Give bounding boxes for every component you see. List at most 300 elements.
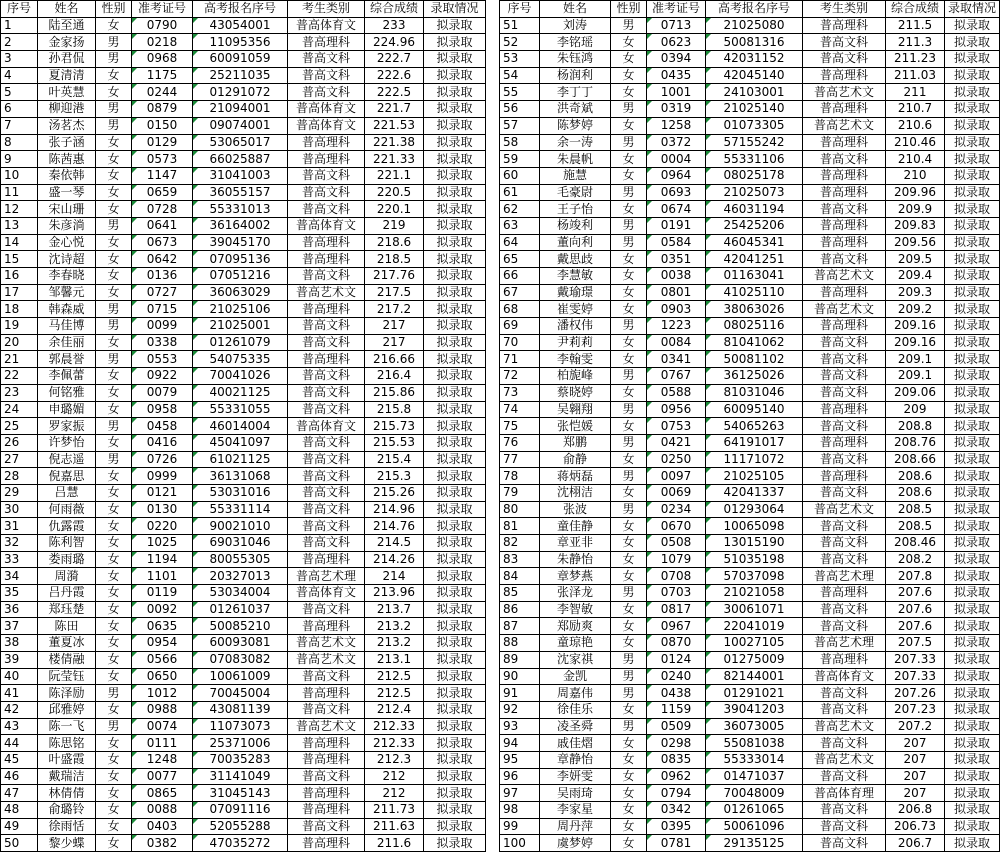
- reg-no-cell: 55081038: [706, 735, 803, 752]
- seq-cell: 93: [500, 718, 540, 735]
- name-cell: 沈栩洁: [540, 484, 611, 501]
- name-cell: 陆至通: [38, 17, 96, 34]
- exam-id-cell: 0879: [132, 101, 193, 118]
- category-cell: 普高理科: [803, 585, 886, 602]
- score-cell: 217: [365, 334, 424, 351]
- exam-id-cell: 0084: [647, 334, 706, 351]
- seq-cell: 5: [1, 84, 38, 101]
- seq-cell: 67: [500, 284, 540, 301]
- table-row: [1, 151, 486, 168]
- status-cell: 拟录取: [945, 151, 1000, 168]
- score-cell: 210.46: [886, 134, 945, 151]
- status-cell: 拟录取: [424, 84, 486, 101]
- reg-no-cell: 31141049: [193, 768, 288, 785]
- seq-cell: 97: [500, 785, 540, 802]
- status-cell: 拟录取: [424, 601, 486, 618]
- exam-id-cell: 0623: [647, 34, 706, 51]
- reg-no-cell: 70035283: [193, 751, 288, 768]
- table-row: [1, 568, 486, 585]
- seq-cell: 45: [1, 751, 38, 768]
- category-cell: 普高文科: [803, 151, 886, 168]
- name-cell: 阮莹钰: [38, 668, 96, 685]
- reg-no-cell: 55331114: [193, 501, 288, 518]
- reg-no-cell: 01073305: [706, 117, 803, 134]
- seq-cell: 69: [500, 318, 540, 335]
- exam-id-cell: 0674: [647, 201, 706, 218]
- name-cell: 娄雨璐: [38, 551, 96, 568]
- name-cell: 柳迎港: [38, 101, 96, 118]
- name-cell: 李慧敏: [540, 268, 611, 285]
- name-cell: 夏清清: [38, 67, 96, 84]
- exam-id-cell: 0999: [132, 468, 193, 485]
- seq-cell: 56: [500, 101, 540, 118]
- status-cell: 拟录取: [945, 217, 1000, 234]
- gender-cell: 女: [96, 17, 132, 34]
- gender-cell: 女: [96, 535, 132, 552]
- gender-cell: 女: [96, 434, 132, 451]
- category-cell: 普高文科: [288, 451, 365, 468]
- category-cell: 普高理科: [288, 251, 365, 268]
- gender-cell: 女: [96, 251, 132, 268]
- status-cell: 拟录取: [945, 201, 1000, 218]
- exam-id-cell: 1079: [647, 551, 706, 568]
- reg-no-cell: 01261079: [193, 334, 288, 351]
- category-cell: 普高理科: [288, 835, 365, 852]
- reg-no-cell: 36055157: [193, 184, 288, 201]
- exam-id-cell: 0069: [647, 484, 706, 501]
- gender-cell: 男: [96, 117, 132, 134]
- table-row: [500, 401, 1000, 418]
- exam-id-cell: 0092: [132, 601, 193, 618]
- seq-cell: 48: [1, 802, 38, 819]
- exam-id-cell: 0566: [132, 651, 193, 668]
- exam-id-cell: 0781: [647, 835, 706, 852]
- name-cell: 张波: [540, 501, 611, 518]
- category-cell: 普高文科: [803, 51, 886, 68]
- reg-no-cell: 29135125: [706, 835, 803, 852]
- reg-no-cell: 10061009: [193, 668, 288, 685]
- gender-cell: 男: [611, 368, 647, 385]
- status-cell: 拟录取: [424, 368, 486, 385]
- score-cell: 208.8: [886, 418, 945, 435]
- reg-no-cell: 36131068: [193, 468, 288, 485]
- status-cell: 拟录取: [424, 451, 486, 468]
- exam-id-cell: 0342: [647, 802, 706, 819]
- reg-no-cell: 42041251: [706, 251, 803, 268]
- col-name-header: 姓名: [38, 1, 96, 18]
- table-row: [1, 401, 486, 418]
- table-row: [500, 434, 1000, 451]
- status-cell: 拟录取: [945, 384, 1000, 401]
- reg-no-cell: 31041003: [193, 167, 288, 184]
- category-cell: 普高艺术文: [803, 501, 886, 518]
- col-gender-header: 性别: [611, 1, 647, 18]
- name-cell: 陈一飞: [38, 718, 96, 735]
- category-cell: 普高理科: [288, 551, 365, 568]
- score-cell: 208.6: [886, 468, 945, 485]
- table-row: [500, 568, 1000, 585]
- reg-no-cell: 42031152: [706, 51, 803, 68]
- score-cell: 215.26: [365, 484, 424, 501]
- category-cell: 普高文科: [803, 601, 886, 618]
- name-cell: 林倩倩: [38, 785, 96, 802]
- exam-id-cell: 0136: [132, 268, 193, 285]
- category-cell: 普高文科: [288, 668, 365, 685]
- exam-id-cell: 0954: [132, 635, 193, 652]
- category-cell: 普高文科: [288, 368, 365, 385]
- seq-cell: 75: [500, 418, 540, 435]
- seq-cell: 32: [1, 535, 38, 552]
- score-cell: 219: [365, 217, 424, 234]
- gender-cell: 男: [611, 401, 647, 418]
- name-cell: 倪志遥: [38, 451, 96, 468]
- name-cell: 蔡晓婷: [540, 384, 611, 401]
- score-cell: 212.4: [365, 701, 424, 718]
- status-cell: 拟录取: [945, 184, 1000, 201]
- reg-no-cell: 30061071: [706, 601, 803, 618]
- score-cell: 206.73: [886, 818, 945, 835]
- name-cell: 叶盛霞: [38, 751, 96, 768]
- score-cell: 213.2: [365, 635, 424, 652]
- seq-cell: 64: [500, 234, 540, 251]
- reg-no-cell: 81031046: [706, 384, 803, 401]
- status-cell: 拟录取: [945, 234, 1000, 251]
- reg-no-cell: 50081102: [706, 351, 803, 368]
- reg-no-cell: 51035198: [706, 551, 803, 568]
- category-cell: 普高艺术文: [288, 284, 365, 301]
- table-row: [500, 84, 1000, 101]
- status-cell: 拟录取: [945, 802, 1000, 819]
- name-cell: 戴瑞洁: [38, 768, 96, 785]
- score-cell: 211.5: [886, 17, 945, 34]
- col-name-header: 姓名: [540, 1, 611, 18]
- gender-cell: 女: [611, 635, 647, 652]
- name-cell: 孙君侃: [38, 51, 96, 68]
- seq-cell: 42: [1, 701, 38, 718]
- exam-id-cell: 0964: [647, 167, 706, 184]
- status-cell: 拟录取: [424, 818, 486, 835]
- name-cell: 何铭雅: [38, 384, 96, 401]
- seq-cell: 59: [500, 151, 540, 168]
- name-cell: 周漪: [38, 568, 96, 585]
- reg-no-cell: 43054001: [193, 17, 288, 34]
- category-cell: 普高文科: [288, 535, 365, 552]
- score-cell: 213.96: [365, 585, 424, 602]
- seq-cell: 90: [500, 668, 540, 685]
- gender-cell: 女: [96, 234, 132, 251]
- seq-cell: 16: [1, 268, 38, 285]
- exam-id-cell: 1012: [132, 685, 193, 702]
- table-row: [1, 318, 486, 335]
- seq-cell: 62: [500, 201, 540, 218]
- name-cell: 李春晓: [38, 268, 96, 285]
- reg-no-cell: 31045143: [193, 785, 288, 802]
- exam-id-cell: 0659: [132, 184, 193, 201]
- score-cell: 209.9: [886, 201, 945, 218]
- name-cell: 金家扬: [38, 34, 96, 51]
- status-cell: 拟录取: [945, 568, 1000, 585]
- gender-cell: 女: [611, 167, 647, 184]
- score-cell: 220.5: [365, 184, 424, 201]
- category-cell: 普高文科: [288, 384, 365, 401]
- reg-no-cell: 21025106: [193, 301, 288, 318]
- status-cell: 拟录取: [945, 685, 1000, 702]
- status-cell: 拟录取: [424, 34, 486, 51]
- table-row: [500, 635, 1000, 652]
- seq-cell: 81: [500, 518, 540, 535]
- seq-cell: 82: [500, 535, 540, 552]
- category-cell: 普高理科: [803, 434, 886, 451]
- seq-cell: 86: [500, 601, 540, 618]
- score-cell: 212.3: [365, 751, 424, 768]
- seq-cell: 65: [500, 251, 540, 268]
- table-row: [500, 501, 1000, 518]
- gender-cell: 女: [96, 551, 132, 568]
- table-row: [500, 301, 1000, 318]
- seq-cell: 19: [1, 318, 38, 335]
- reg-no-cell: 50081316: [706, 34, 803, 51]
- seq-cell: 12: [1, 201, 38, 218]
- gender-cell: 男: [96, 51, 132, 68]
- name-cell: 俞静: [540, 451, 611, 468]
- status-cell: 拟录取: [424, 635, 486, 652]
- category-cell: 普高文科: [288, 167, 365, 184]
- seq-cell: 43: [1, 718, 38, 735]
- table-row: [1, 451, 486, 468]
- status-cell: 拟录取: [424, 568, 486, 585]
- score-cell: 209.2: [886, 301, 945, 318]
- seq-cell: 46: [1, 768, 38, 785]
- table-row: [1, 17, 486, 34]
- status-cell: 拟录取: [945, 134, 1000, 151]
- gender-cell: 女: [96, 384, 132, 401]
- table-row: [500, 51, 1000, 68]
- col-exam-id-header: 准考证号: [647, 1, 706, 18]
- name-cell: 章亚非: [540, 535, 611, 552]
- table-row: [500, 134, 1000, 151]
- name-cell: 吴雨琦: [540, 785, 611, 802]
- seq-cell: 23: [1, 384, 38, 401]
- exam-id-cell: 0438: [647, 685, 706, 702]
- exam-id-cell: 0817: [647, 601, 706, 618]
- status-cell: 拟录取: [424, 518, 486, 535]
- gender-cell: 女: [611, 301, 647, 318]
- table-row: [500, 768, 1000, 785]
- status-cell: 拟录取: [424, 585, 486, 602]
- seq-cell: 52: [500, 34, 540, 51]
- table-row: [1, 835, 486, 852]
- status-cell: 拟录取: [424, 685, 486, 702]
- seq-cell: 28: [1, 468, 38, 485]
- seq-cell: 30: [1, 501, 38, 518]
- name-cell: 凌圣舜: [540, 718, 611, 735]
- score-cell: 216.4: [365, 368, 424, 385]
- seq-cell: 55: [500, 84, 540, 101]
- category-cell: 普高理科: [288, 802, 365, 819]
- table-row: [1, 768, 486, 785]
- name-cell: 余一涛: [540, 134, 611, 151]
- status-cell: 拟录取: [424, 334, 486, 351]
- status-cell: 拟录取: [424, 551, 486, 568]
- reg-no-cell: 08025178: [706, 167, 803, 184]
- score-cell: 208.6: [886, 484, 945, 501]
- reg-no-cell: 21025001: [193, 318, 288, 335]
- table-row: [1, 484, 486, 501]
- seq-cell: 60: [500, 167, 540, 184]
- category-cell: 普高文科: [288, 518, 365, 535]
- reg-no-cell: 01293064: [706, 501, 803, 518]
- seq-cell: 10: [1, 167, 38, 184]
- exam-id-cell: 0382: [132, 835, 193, 852]
- status-cell: 拟录取: [424, 618, 486, 635]
- name-cell: 马佳博: [38, 318, 96, 335]
- seq-cell: 94: [500, 735, 540, 752]
- table-row: [1, 268, 486, 285]
- seq-cell: 37: [1, 618, 38, 635]
- seq-cell: 41: [1, 685, 38, 702]
- reg-no-cell: 01291021: [706, 685, 803, 702]
- reg-no-cell: 01471037: [706, 768, 803, 785]
- seq-cell: 34: [1, 568, 38, 585]
- seq-cell: 80: [500, 501, 540, 518]
- exam-id-cell: 0119: [132, 585, 193, 602]
- reg-no-cell: 11095356: [193, 34, 288, 51]
- score-cell: 207.33: [886, 668, 945, 685]
- category-cell: 普高文科: [803, 384, 886, 401]
- name-cell: 郭晨誉: [38, 351, 96, 368]
- gender-cell: 女: [611, 334, 647, 351]
- table-row: [500, 384, 1000, 401]
- category-cell: 普高体育文: [803, 668, 886, 685]
- score-cell: 217.2: [365, 301, 424, 318]
- score-cell: 207.23: [886, 701, 945, 718]
- score-cell: 207: [886, 785, 945, 802]
- exam-id-cell: 0395: [647, 818, 706, 835]
- table-row: [500, 234, 1000, 251]
- name-cell: 徐佳乐: [540, 701, 611, 718]
- score-cell: 212.5: [365, 685, 424, 702]
- gender-cell: 男: [96, 351, 132, 368]
- exam-id-cell: 1258: [647, 117, 706, 134]
- reg-no-cell: 20327013: [193, 568, 288, 585]
- exam-id-cell: 0319: [647, 101, 706, 118]
- name-cell: 刘涛: [540, 17, 611, 34]
- reg-no-cell: 60091059: [193, 51, 288, 68]
- score-cell: 209.16: [886, 334, 945, 351]
- name-cell: 吴翱翔: [540, 401, 611, 418]
- table-row: [1, 67, 486, 84]
- category-cell: 普高文科: [288, 201, 365, 218]
- table-row: [1, 84, 486, 101]
- score-cell: 212: [365, 768, 424, 785]
- exam-id-cell: 0956: [647, 401, 706, 418]
- reg-no-cell: 01261037: [193, 601, 288, 618]
- reg-no-cell: 07091116: [193, 802, 288, 819]
- category-cell: 普高理科: [803, 17, 886, 34]
- seq-cell: 18: [1, 301, 38, 318]
- name-cell: 盛一琴: [38, 184, 96, 201]
- table-row: [1, 351, 486, 368]
- gender-cell: 女: [611, 84, 647, 101]
- name-cell: 吕丹霞: [38, 585, 96, 602]
- score-cell: 216.66: [365, 351, 424, 368]
- status-cell: 拟录取: [945, 785, 1000, 802]
- seq-cell: 17: [1, 284, 38, 301]
- status-cell: 拟录取: [424, 184, 486, 201]
- gender-cell: 女: [96, 751, 132, 768]
- name-cell: 施慧: [540, 167, 611, 184]
- gender-cell: 男: [96, 101, 132, 118]
- reg-no-cell: 64191017: [706, 434, 803, 451]
- status-cell: 拟录取: [424, 167, 486, 184]
- status-cell: 拟录取: [424, 751, 486, 768]
- category-cell: 普高体育文: [288, 117, 365, 134]
- exam-id-cell: 0509: [647, 718, 706, 735]
- score-cell: 217: [365, 318, 424, 335]
- exam-id-cell: 0703: [647, 585, 706, 602]
- category-cell: 普高艺术文: [288, 635, 365, 652]
- seq-cell: 98: [500, 802, 540, 819]
- exam-id-cell: 0835: [647, 751, 706, 768]
- score-cell: 214.76: [365, 518, 424, 535]
- col-seq-header: 序号: [500, 1, 540, 18]
- name-cell: 李佩蕾: [38, 368, 96, 385]
- gender-cell: 女: [96, 585, 132, 602]
- score-cell: 209.1: [886, 351, 945, 368]
- name-cell: 崔雯婷: [540, 301, 611, 318]
- reg-no-cell: 08025116: [706, 318, 803, 335]
- score-cell: 211: [886, 84, 945, 101]
- reg-no-cell: 41025110: [706, 284, 803, 301]
- name-cell: 朱晨帆: [540, 151, 611, 168]
- category-cell: 普高文科: [288, 468, 365, 485]
- category-cell: 普高体育文: [288, 17, 365, 34]
- category-cell: 普高文科: [288, 51, 365, 68]
- category-cell: 普高文科: [288, 184, 365, 201]
- category-cell: 普高文科: [288, 318, 365, 335]
- category-cell: 普高文科: [288, 601, 365, 618]
- status-cell: 拟录取: [424, 802, 486, 819]
- name-cell: 沈家祺: [540, 651, 611, 668]
- table-row: [500, 518, 1000, 535]
- status-cell: 拟录取: [945, 501, 1000, 518]
- exam-id-cell: 1175: [132, 67, 193, 84]
- exam-id-cell: 0121: [132, 484, 193, 501]
- seq-cell: 53: [500, 51, 540, 68]
- gender-cell: 女: [96, 568, 132, 585]
- score-cell: 213.2: [365, 618, 424, 635]
- gender-cell: 男: [611, 718, 647, 735]
- status-cell: 拟录取: [945, 351, 1000, 368]
- exam-id-cell: 1147: [132, 167, 193, 184]
- status-cell: 拟录取: [424, 101, 486, 118]
- reg-no-cell: 57037098: [706, 568, 803, 585]
- exam-id-cell: 0958: [132, 401, 193, 418]
- score-cell: 215.3: [365, 468, 424, 485]
- exam-id-cell: 0416: [132, 434, 193, 451]
- seq-cell: 11: [1, 184, 38, 201]
- status-cell: 拟录取: [945, 701, 1000, 718]
- status-cell: 拟录取: [424, 67, 486, 84]
- seq-cell: 1: [1, 17, 38, 34]
- seq-cell: 100: [500, 835, 540, 852]
- table-row: [500, 17, 1000, 34]
- status-cell: 拟录取: [424, 117, 486, 134]
- score-cell: 233: [365, 17, 424, 34]
- score-cell: 211.63: [365, 818, 424, 835]
- category-cell: 普高文科: [288, 434, 365, 451]
- reg-no-cell: 55331106: [706, 151, 803, 168]
